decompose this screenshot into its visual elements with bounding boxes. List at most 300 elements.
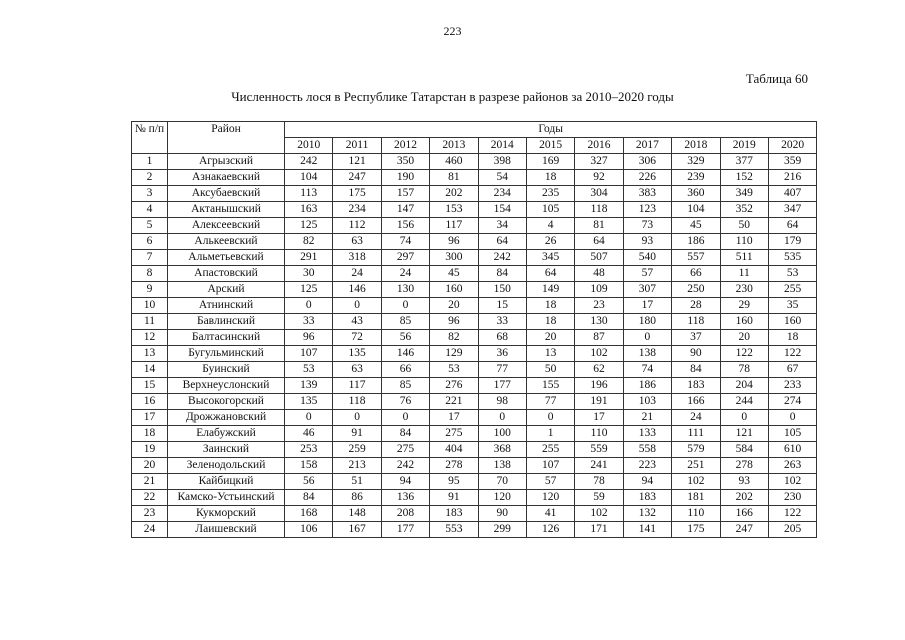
district-name: Актанышский [168,202,285,218]
population-value: 297 [381,250,429,266]
population-value: 584 [720,442,768,458]
row-number: 16 [132,394,168,410]
population-value: 306 [623,154,671,170]
row-number: 10 [132,298,168,314]
population-value: 102 [575,346,623,362]
population-value: 4 [526,218,574,234]
population-value: 202 [430,186,478,202]
population-value: 163 [285,202,333,218]
table-row [132,314,817,330]
district-name: Апастовский [168,266,285,282]
population-value: 234 [333,202,381,218]
header-year: 2019 [720,138,768,154]
population-value: 166 [720,506,768,522]
population-value: 121 [720,426,768,442]
population-value: 73 [623,218,671,234]
population-value: 23 [575,298,623,314]
population-value: 146 [333,282,381,298]
table-row [132,410,817,426]
population-value: 511 [720,250,768,266]
row-number: 20 [132,458,168,474]
population-value: 278 [430,458,478,474]
table-row [132,474,817,490]
population-value: 175 [672,522,720,538]
table-row [132,282,817,298]
population-value: 35 [768,298,816,314]
population-value: 24 [381,266,429,282]
population-value: 259 [333,442,381,458]
population-value: 11 [720,266,768,282]
population-value: 30 [285,266,333,282]
header-row [132,122,817,138]
population-value: 122 [720,346,768,362]
population-value: 18 [526,298,574,314]
population-value: 96 [430,234,478,250]
population-value: 263 [768,458,816,474]
population-value: 57 [526,474,574,490]
table-row [132,346,817,362]
population-value: 276 [430,378,478,394]
header-year: 2015 [526,138,574,154]
table-row [132,186,817,202]
population-value: 84 [381,426,429,442]
population-value: 460 [430,154,478,170]
population-value: 113 [285,186,333,202]
population-value: 183 [672,378,720,394]
population-value: 120 [526,490,574,506]
table-row [132,362,817,378]
population-value: 368 [478,442,526,458]
population-value: 110 [575,426,623,442]
population-value: 29 [720,298,768,314]
population-value: 120 [478,490,526,506]
population-value: 18 [768,330,816,346]
row-number: 9 [132,282,168,298]
population-value: 147 [381,202,429,218]
population-value: 175 [333,186,381,202]
population-value: 160 [720,314,768,330]
population-value: 304 [575,186,623,202]
population-value: 36 [478,346,526,362]
district-name: Агрызский [168,154,285,170]
population-value: 255 [526,442,574,458]
population-value: 45 [430,266,478,282]
population-value: 235 [526,186,574,202]
population-value: 191 [575,394,623,410]
population-value: 352 [720,202,768,218]
population-value: 135 [285,394,333,410]
table-row [132,202,817,218]
population-value: 77 [526,394,574,410]
population-value: 91 [430,490,478,506]
header-district: Район [168,122,285,154]
population-value: 278 [720,458,768,474]
population-value: 104 [285,170,333,186]
row-number: 13 [132,346,168,362]
table-row [132,394,817,410]
population-value: 558 [623,442,671,458]
population-value: 230 [768,490,816,506]
population-value: 15 [478,298,526,314]
population-value: 0 [768,410,816,426]
population-value: 112 [333,218,381,234]
population-value: 398 [478,154,526,170]
population-value: 24 [672,410,720,426]
table-body [132,154,817,538]
row-number: 5 [132,218,168,234]
header-year: 2013 [430,138,478,154]
population-value: 177 [381,522,429,538]
population-value: 205 [768,522,816,538]
population-value: 21 [623,410,671,426]
population-value: 221 [430,394,478,410]
population-value: 152 [720,170,768,186]
district-name: Камско-Устьинский [168,490,285,506]
district-name: Алексеевский [168,218,285,234]
population-value: 167 [333,522,381,538]
population-value: 130 [381,282,429,298]
population-value: 46 [285,426,333,442]
district-name: Альметьевский [168,250,285,266]
population-value: 130 [575,314,623,330]
row-number: 12 [132,330,168,346]
population-value: 169 [526,154,574,170]
population-value: 20 [430,298,478,314]
population-value: 81 [575,218,623,234]
population-value: 94 [381,474,429,490]
population-value: 345 [526,250,574,266]
population-value: 50 [720,218,768,234]
district-name: Елабужский [168,426,285,442]
row-number: 1 [132,154,168,170]
header-year: 2012 [381,138,429,154]
population-value: 110 [720,234,768,250]
population-value: 183 [430,506,478,522]
row-number: 17 [132,410,168,426]
population-value: 535 [768,250,816,266]
district-name: Дрожжановский [168,410,285,426]
population-value: 171 [575,522,623,538]
population-value: 86 [333,490,381,506]
population-value: 102 [768,474,816,490]
header-years: Годы [285,122,817,138]
population-value: 102 [672,474,720,490]
population-value: 557 [672,250,720,266]
population-value: 28 [672,298,720,314]
population-value: 213 [333,458,381,474]
table-row [132,298,817,314]
population-value: 76 [381,394,429,410]
population-value: 85 [381,378,429,394]
population-value: 91 [333,426,381,442]
population-value: 68 [478,330,526,346]
population-value: 107 [526,458,574,474]
population-value: 0 [720,410,768,426]
population-value: 242 [285,154,333,170]
population-value: 183 [623,490,671,506]
population-value: 234 [478,186,526,202]
population-value: 103 [623,394,671,410]
population-value: 135 [333,346,381,362]
population-value: 93 [720,474,768,490]
population-value: 158 [285,458,333,474]
population-value: 359 [768,154,816,170]
population-value: 84 [478,266,526,282]
population-value: 360 [672,186,720,202]
district-name: Высокогорский [168,394,285,410]
header-year: 2016 [575,138,623,154]
population-value: 160 [768,314,816,330]
population-value: 67 [768,362,816,378]
table-row [132,266,817,282]
population-value: 247 [333,170,381,186]
population-value: 0 [478,410,526,426]
population-value: 307 [623,282,671,298]
population-value: 233 [768,378,816,394]
population-value: 26 [526,234,574,250]
population-value: 226 [623,170,671,186]
population-value: 133 [623,426,671,442]
district-name: Кукморский [168,506,285,522]
row-number: 3 [132,186,168,202]
population-value: 132 [623,506,671,522]
population-value: 610 [768,442,816,458]
population-value: 84 [672,362,720,378]
table-row [132,426,817,442]
population-value: 0 [623,330,671,346]
population-value: 0 [285,298,333,314]
population-value: 118 [672,314,720,330]
population-value: 155 [526,378,574,394]
population-value: 141 [623,522,671,538]
table-row [132,154,817,170]
population-value: 148 [333,506,381,522]
population-value: 125 [285,218,333,234]
table-row [132,378,817,394]
population-value: 100 [478,426,526,442]
population-value: 300 [430,250,478,266]
population-value: 64 [575,234,623,250]
population-value: 96 [285,330,333,346]
district-name: Алькеевский [168,234,285,250]
row-number: 2 [132,170,168,186]
district-name: Лаишевский [168,522,285,538]
population-value: 20 [526,330,574,346]
population-value: 95 [430,474,478,490]
population-value: 275 [381,442,429,458]
table-row [132,458,817,474]
population-value: 407 [768,186,816,202]
population-value: 177 [478,378,526,394]
district-name: Бавлинский [168,314,285,330]
population-value: 51 [333,474,381,490]
header-year: 2017 [623,138,671,154]
table-row [132,170,817,186]
population-value: 74 [381,234,429,250]
population-value: 350 [381,154,429,170]
table-row [132,234,817,250]
table-row [132,250,817,266]
district-name: Бугульминский [168,346,285,362]
header-year: 2018 [672,138,720,154]
district-name: Арский [168,282,285,298]
population-value: 138 [623,346,671,362]
population-value: 45 [672,218,720,234]
population-value: 202 [720,490,768,506]
table-row [132,218,817,234]
population-value: 81 [430,170,478,186]
population-value: 186 [623,378,671,394]
population-value: 274 [768,394,816,410]
population-value: 87 [575,330,623,346]
population-value: 138 [478,458,526,474]
population-value: 329 [672,154,720,170]
population-value: 190 [381,170,429,186]
page-number: 223 [443,24,462,38]
population-value: 149 [526,282,574,298]
population-value: 347 [768,202,816,218]
population-value: 196 [575,378,623,394]
row-number: 8 [132,266,168,282]
population-value: 404 [430,442,478,458]
population-value: 53 [430,362,478,378]
population-value: 62 [575,362,623,378]
row-number: 11 [132,314,168,330]
population-value: 0 [333,298,381,314]
population-value: 96 [430,314,478,330]
population-value: 157 [381,186,429,202]
population-value: 85 [381,314,429,330]
population-value: 0 [333,410,381,426]
population-value: 160 [430,282,478,298]
population-value: 150 [478,282,526,298]
population-value: 327 [575,154,623,170]
population-value: 106 [285,522,333,538]
population-value: 18 [526,314,574,330]
population-value: 318 [333,250,381,266]
header-number: № п/п [132,122,168,154]
moose-population-table [131,121,817,538]
row-number: 18 [132,426,168,442]
population-value: 168 [285,506,333,522]
district-name: Верхнеуслонский [168,378,285,394]
population-value: 82 [430,330,478,346]
population-value: 136 [381,490,429,506]
population-value: 129 [430,346,478,362]
population-value: 17 [575,410,623,426]
population-value: 33 [285,314,333,330]
population-value: 37 [672,330,720,346]
population-value: 154 [478,202,526,218]
population-value: 92 [575,170,623,186]
row-number: 19 [132,442,168,458]
table-title: Численность лося в Республике Татарстан в разрезе районов за 2010–2020 годы [231,89,674,104]
population-value: 53 [768,266,816,282]
population-value: 117 [333,378,381,394]
population-value: 181 [672,490,720,506]
population-value: 223 [623,458,671,474]
population-value: 139 [285,378,333,394]
table-label: Таблица 60 [745,71,808,86]
population-value: 239 [672,170,720,186]
district-name: Заинский [168,442,285,458]
row-number: 6 [132,234,168,250]
population-value: 126 [526,522,574,538]
district-name: Атнинский [168,298,285,314]
population-value: 242 [478,250,526,266]
population-value: 63 [333,234,381,250]
header-year: 2020 [768,138,816,154]
population-value: 94 [623,474,671,490]
population-value: 74 [623,362,671,378]
population-value: 66 [381,362,429,378]
population-value: 90 [478,506,526,522]
population-value: 77 [478,362,526,378]
population-value: 50 [526,362,574,378]
population-value: 540 [623,250,671,266]
population-value: 559 [575,442,623,458]
population-value: 118 [333,394,381,410]
population-value: 125 [285,282,333,298]
population-value: 78 [575,474,623,490]
population-value: 0 [285,410,333,426]
population-value: 102 [575,506,623,522]
population-value: 64 [478,234,526,250]
population-value: 123 [623,202,671,218]
population-value: 66 [672,266,720,282]
population-value: 146 [381,346,429,362]
population-value: 56 [381,330,429,346]
district-name: Зеленодольский [168,458,285,474]
row-number: 24 [132,522,168,538]
population-value: 383 [623,186,671,202]
population-value: 17 [430,410,478,426]
population-value: 84 [285,490,333,506]
row-number: 7 [132,250,168,266]
row-number: 22 [132,490,168,506]
population-value: 98 [478,394,526,410]
population-value: 349 [720,186,768,202]
population-value: 93 [623,234,671,250]
population-value: 247 [720,522,768,538]
population-value: 216 [768,170,816,186]
population-value: 33 [478,314,526,330]
population-value: 377 [720,154,768,170]
population-value: 48 [575,266,623,282]
population-value: 18 [526,170,574,186]
population-value: 17 [623,298,671,314]
population-value: 241 [575,458,623,474]
population-value: 63 [333,362,381,378]
population-value: 82 [285,234,333,250]
row-number: 15 [132,378,168,394]
population-value: 204 [720,378,768,394]
population-value: 78 [720,362,768,378]
population-value: 0 [381,298,429,314]
table-row [132,330,817,346]
population-value: 56 [285,474,333,490]
population-value: 53 [285,362,333,378]
population-value: 153 [430,202,478,218]
header-year: 2014 [478,138,526,154]
district-name: Аксубаевский [168,186,285,202]
district-name: Буинский [168,362,285,378]
population-value: 553 [430,522,478,538]
population-value: 186 [672,234,720,250]
population-value: 275 [430,426,478,442]
population-value: 299 [478,522,526,538]
population-value: 166 [672,394,720,410]
